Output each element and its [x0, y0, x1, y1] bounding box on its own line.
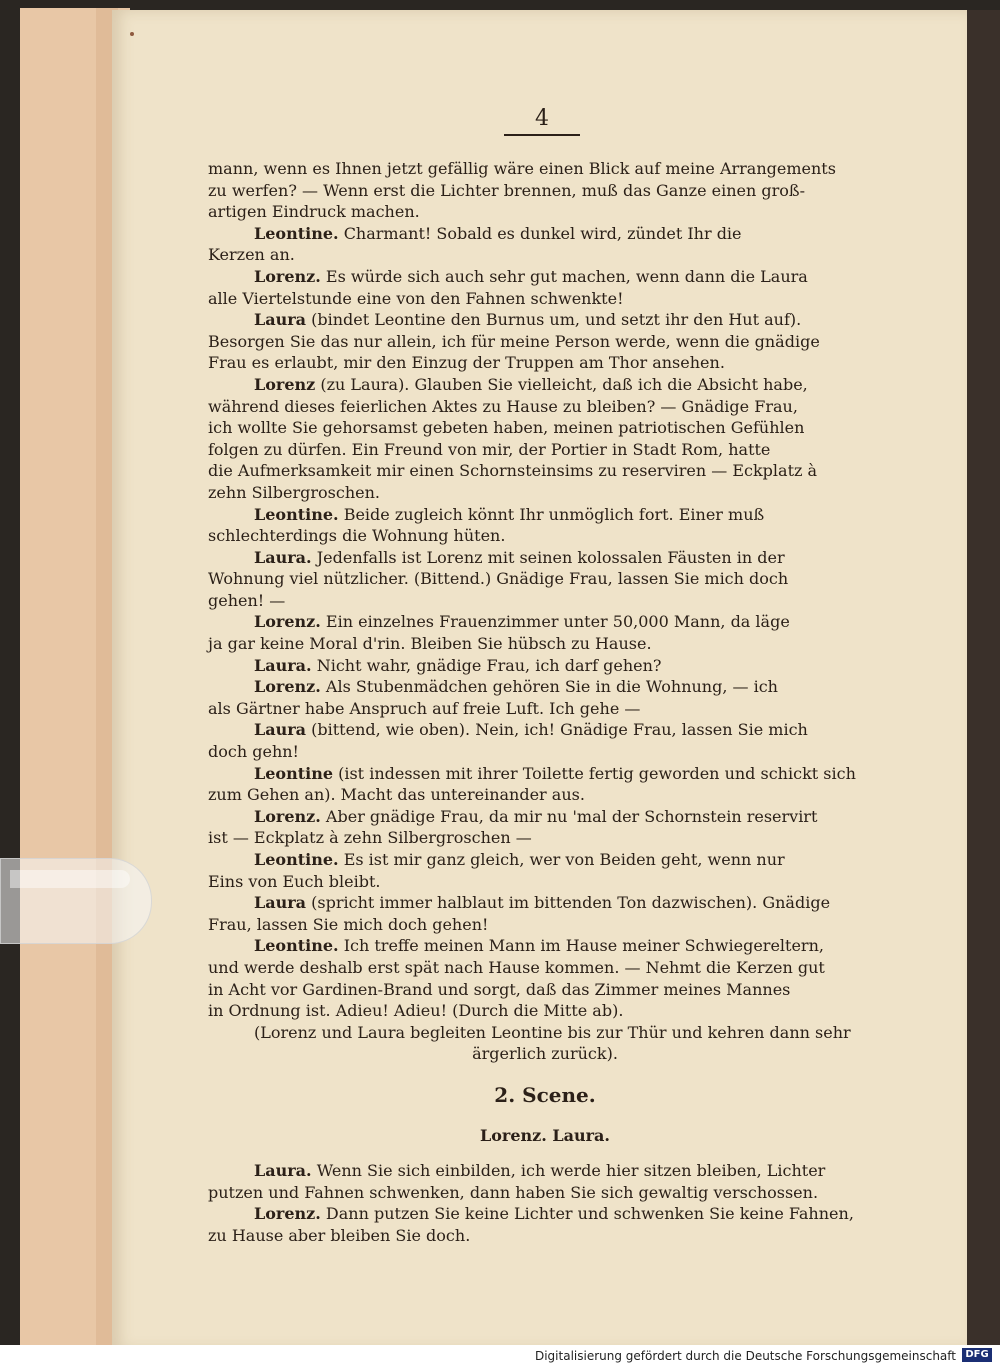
paragraphs-line: [208, 158, 882, 180]
paragraphs-line: [208, 806, 882, 828]
scan-border-right: [967, 10, 1000, 1345]
page-number-rule: [504, 134, 580, 136]
line-text: Wenn Sie sich einbilden, ich werde hier sitzen bleiben, Lichter: [316, 1161, 826, 1181]
paragraphs-line: [208, 633, 882, 655]
speaker-name: Laura.: [254, 547, 312, 567]
line-text: als Gärtner habe Anspruch auf freie Luft. Ich gehe —: [208, 698, 641, 718]
paragraphs-line: [208, 504, 882, 526]
paragraphs-line: [208, 482, 882, 504]
scene-heading: 2. Scene.: [494, 1082, 596, 1107]
paragraphs-line: [208, 1022, 882, 1044]
speaker-name: Laura.: [254, 1161, 312, 1181]
line-text: die Aufmerksamkeit mir einen Schornsteinsims zu reserviren — Eckplatz à: [208, 461, 818, 481]
line-text: während dieses feierlichen Aktes zu Hause zu bleiben? — Gnädige Frau,: [208, 396, 798, 416]
line-text: Dann putzen Sie keine Lichter und schwenken Sie keine Fahnen,: [325, 1204, 854, 1224]
line-text: Es würde sich auch sehr gut machen, wenn dann die Laura: [325, 266, 808, 286]
line-text: Es ist mir ganz gleich, wer von Beiden geht, wenn nur: [343, 850, 785, 869]
paragraphs-line: [208, 827, 882, 849]
dfg-logo: DFG: [962, 1348, 992, 1362]
line-text: in Acht vor Gardinen-Brand und sorgt, daß das Zimmer meines Mannes: [208, 979, 791, 999]
paragraphs-line: [208, 266, 882, 288]
paragraphs-line: [208, 439, 882, 461]
page-text: [208, 158, 882, 1247]
paragraphs-line: [208, 288, 882, 310]
line-text: doch gehn!: [208, 742, 299, 762]
paragraphs-line: [208, 417, 882, 439]
paragraphs-line: [208, 914, 882, 936]
line-text: (zu Laura). Glauben Sie vielleicht, daß ich die Absicht habe,: [320, 374, 808, 394]
paper-speck: [130, 32, 134, 36]
line-text: Jedenfalls ist Lorenz mit seinen kolossalen Fäusten in der: [316, 547, 785, 567]
speaker-name: Leontine: [254, 763, 334, 783]
line-text: Kerzen an.: [208, 245, 295, 265]
line-text: Wohnung viel nützlicher. (Bittend.) Gnädige Frau, lassen Sie mich doch: [208, 569, 789, 589]
speaker-name: Lorenz: [254, 374, 316, 394]
paragraphs-line: [208, 590, 882, 612]
line-text: Aber gnädige Frau, da mir nu 'mal der Schornstein reservirt: [325, 806, 818, 826]
line-text: Frau es erlaubt, mir den Einzug der Truppen am Thor ansehen.: [208, 353, 725, 373]
paragraphs-line: [208, 180, 882, 202]
speaker-name: Lorenz.: [254, 806, 321, 826]
paragraphs-line: [208, 1043, 882, 1065]
line-text: Besorgen Sie das nur allein, ich für meine Person werde, wenn die gnädige: [208, 331, 820, 351]
paragraphs-line: [208, 698, 882, 720]
paragraphs-line: [208, 396, 882, 418]
line-text: Ein einzelnes Frauenzimmer unter 50,000 Mann, da läge: [325, 612, 790, 632]
paragraphs-line: [208, 331, 882, 353]
speaker-name: Lorenz.: [254, 1204, 321, 1224]
paragraphs-line: [208, 763, 882, 785]
line-text: Frau, lassen Sie mich doch gehen!: [208, 914, 489, 934]
paragraphs-line: [208, 244, 882, 266]
line-text: folgen zu dürfen. Ein Freund von mir, der Portier in Stadt Rom, hatte: [208, 439, 771, 459]
line-text: und werde deshalb erst spät nach Hause kommen. — Nehmt die Kerzen gut: [208, 957, 825, 977]
speaker-name: Laura: [254, 310, 307, 330]
paragraphs-line: [208, 892, 882, 914]
line-text: ärgerlich zurück).: [472, 1044, 618, 1064]
paragraphs-line: [208, 309, 882, 331]
line-text: ist — Eckplatz à zehn Silbergroschen —: [208, 828, 532, 848]
paragraphs-line: [208, 547, 882, 569]
line-text: zum Gehen an). Macht das untereinander aus.: [208, 785, 585, 805]
line-text: Als Stubenmädchen gehören Sie in die Wohnung, — ich: [325, 677, 778, 697]
paragraphs-line: [208, 525, 882, 547]
line-text: (bindet Leontine den Burnus um, und setzt ihr den Hut auf).: [311, 310, 802, 330]
line-text: Ich treffe meinen Mann im Hause meiner Schwiegereltern,: [343, 936, 824, 956]
paragraphs-line: [208, 460, 882, 482]
paragraphs-line: [208, 676, 882, 698]
scene2_paragraphs-line: [208, 1182, 882, 1204]
speaker-name: Leontine.: [254, 223, 339, 243]
line-text: mann, wenn es Ihnen jetzt gefällig wäre einen Blick auf meine Arrangements: [208, 159, 836, 178]
speaker-name: Laura: [254, 893, 307, 913]
line-text: (spricht immer halblaut im bittenden Ton dazwischen). Gnädige: [311, 893, 831, 913]
credit-text: Digitalisierung gefördert durch die Deutsche Forschungsgemeinschaft: [534, 1349, 956, 1363]
paragraphs-line: [208, 611, 882, 633]
line-text: Beide zugleich könnt Ihr unmöglich fort. Einer muß: [343, 504, 765, 524]
paragraphs-line: [208, 1000, 882, 1022]
line-text: (bittend, wie oben). Nein, ich! Gnädige Frau, lassen Sie mich: [311, 720, 808, 740]
paragraphs-line: [208, 741, 882, 763]
paragraphs-line: [208, 935, 882, 957]
line-text: alle Viertelstunde eine von den Fahnen schwenkte!: [208, 288, 624, 308]
speaker-name: Lorenz.: [254, 266, 321, 286]
scene2_paragraphs-line: [208, 1160, 882, 1182]
line-text: zu Hause aber bleiben Sie doch.: [208, 1225, 471, 1245]
line-text: zu werfen? — Wenn erst die Lichter brennen, muß das Ganze einen groß-: [208, 180, 805, 200]
scene2_paragraphs-line: [208, 1225, 882, 1247]
line-text: schlechterdings die Wohnung hüten.: [208, 526, 506, 546]
paragraphs-line: [208, 849, 882, 871]
speaker-name: Laura: [254, 720, 307, 740]
paragraphs-line: [208, 568, 882, 590]
paragraphs-line: [208, 655, 882, 677]
scene2_paragraphs-line: [208, 1203, 882, 1225]
line-text: zehn Silbergroschen.: [208, 482, 381, 502]
paragraphs-line: [208, 871, 882, 893]
line-text: putzen und Fahnen schwenken, dann haben Sie sich gewaltig verschossen.: [208, 1182, 819, 1202]
line-text: Charmant! Sobald es dunkel wird, zündet Ihr die: [343, 223, 742, 243]
page-number: 4: [535, 106, 549, 131]
line-text: (ist indessen mit ihrer Toilette fertig geworden und schickt sich: [338, 763, 856, 783]
line-text: gehen! —: [208, 590, 286, 610]
line-text: (Lorenz und Laura begleiten Leontine bis zur Thür und kehren dann sehr: [254, 1022, 851, 1042]
speaker-name: Leontine.: [254, 936, 339, 956]
line-text: artigen Eindruck machen.: [208, 202, 420, 222]
paragraphs-line: [208, 784, 882, 806]
paragraphs-line: [208, 201, 882, 223]
paragraphs-line: [208, 957, 882, 979]
line-text: ja gar keine Moral d'rin. Bleiben Sie hübsch zu Hause.: [208, 634, 652, 654]
paragraphs-line: [208, 979, 882, 1001]
scene-cast: Lorenz. Laura.: [479, 1125, 610, 1145]
speaker-name: Leontine.: [254, 504, 339, 524]
line-text: ich wollte Sie gehorsamst gebeten haben, meinen patriotischen Gefühlen: [208, 418, 805, 438]
speaker-name: Lorenz.: [254, 612, 321, 632]
paragraphs-line: [208, 352, 882, 374]
line-text: in Ordnung ist. Adieu! Adieu! (Durch die Mitte ab).: [208, 1001, 624, 1021]
bookmark-highlight: [10, 870, 130, 888]
paragraphs-line: [208, 719, 882, 741]
line-text: Eins von Euch bleibt.: [208, 871, 381, 891]
line-text: Nicht wahr, gnädige Frau, ich darf gehen?: [316, 655, 662, 675]
speaker-name: Leontine.: [254, 850, 339, 869]
paragraphs-line: [208, 223, 882, 245]
paragraphs-line: [208, 374, 882, 396]
speaker-name: Lorenz.: [254, 677, 321, 697]
speaker-name: Laura.: [254, 655, 312, 675]
